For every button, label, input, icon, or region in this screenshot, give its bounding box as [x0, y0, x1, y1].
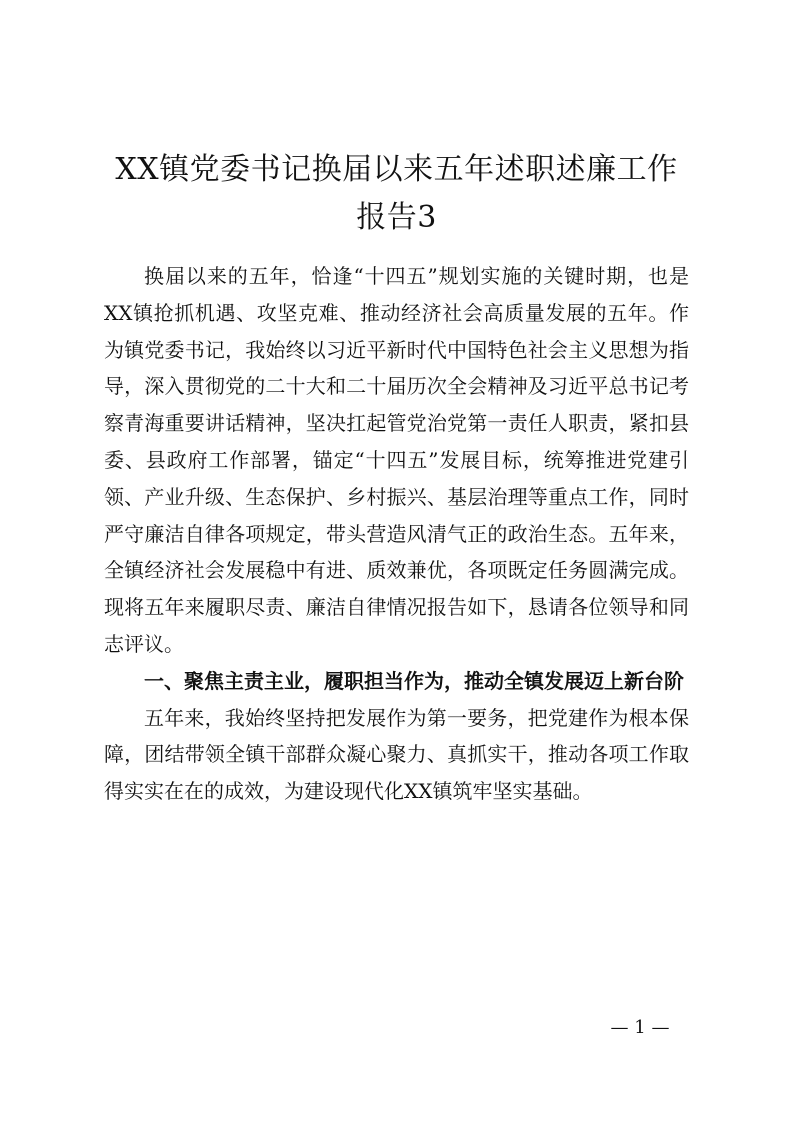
- section-paragraph: 五年来，我始终坚持把发展作为第一要务，把党建作为根本保障，团结带领全镇干部群众凝心聚力、真抓实干，推动各项工作取得实实在在的成效，为建设现代化XX镇筑牢坚实基础。: [104, 705, 689, 804]
- intro-paragraph: 换届以来的五年，恰逢“十四五”规划实施的关键时期，也是XX镇抢抓机遇、攻坚克难、推动经济社会高质量发展的五年。作为镇党委书记，我始终以习近平新时代中国特色社会主义思想为指导，深入贯彻党的二十大和二十届历次全会精神及习近平总书记考察青海重要讲话精神，坚决扛起管党治党第一责任人职责，紧扣县委、县政府工作部署，锚定“十四五”发展目标，统筹推进党建引领、产业升级、生态保护、乡村振兴、基层治理等重点工作，同时严守廉洁自律各项规定，带头营造风清气正的政治生态。五年来，全镇经济社会发展稳中有进、质效兼优，各项既定任务圆满完成。现将五年来履职尽责、廉洁自律情况报告如下，恳请各位领导和同志评议。: [104, 264, 689, 656]
- section-heading: 一、聚焦主责主业，履职担当作为，推动全镇发展迈上新台阶: [144, 668, 684, 693]
- document-body: [104, 258, 689, 810]
- page-number: — 1 —: [610, 1017, 670, 1038]
- document-title: XX镇党委书记换届以来五年述职述廉工作报告3: [115, 152, 678, 235]
